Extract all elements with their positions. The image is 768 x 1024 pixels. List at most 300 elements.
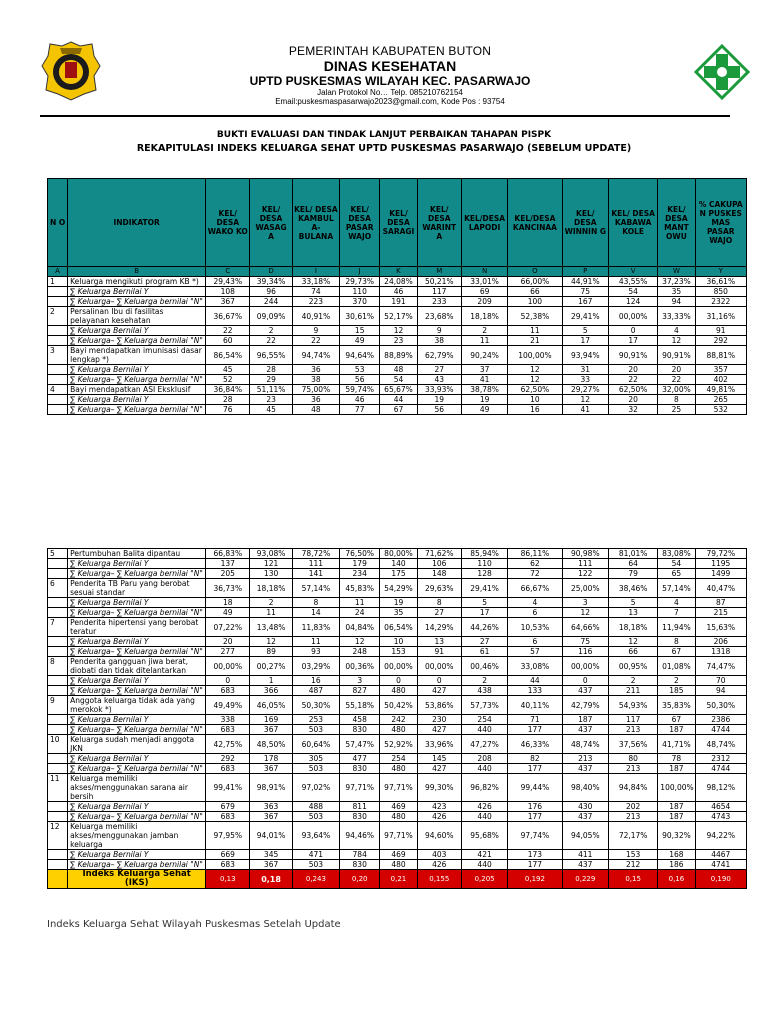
table-cell: 33	[562, 375, 608, 385]
sub-row	[48, 860, 747, 870]
table-cell: 37,56%	[608, 735, 657, 754]
table-cell: 41,71%	[658, 735, 695, 754]
table-cell: 13	[417, 637, 461, 647]
column-letter: J	[340, 267, 380, 277]
indicator-label: Penderita TB Paru yang berobat sesuai standar	[68, 579, 206, 598]
indicator-row	[48, 385, 747, 395]
table-cell: 50,30%	[292, 696, 339, 715]
table-cell: 27	[417, 608, 461, 618]
table-cell: 17	[461, 608, 507, 618]
table-cell: 91	[417, 647, 461, 657]
column-letter: O	[508, 267, 562, 277]
table-cell: 47,27%	[461, 735, 507, 754]
sub-label: ∑ Keluarga– ∑ Keluarga bernilai "N"	[68, 725, 206, 735]
table-cell: 18	[206, 598, 250, 608]
sub-label: ∑ Keluarga Bernilai Y	[68, 676, 206, 686]
indicator-row	[48, 307, 747, 326]
table-cell: 90,98%	[562, 549, 608, 559]
sub-row	[48, 287, 747, 297]
table-cell: 7	[658, 608, 695, 618]
table-cell: 488	[292, 802, 339, 812]
table-cell: 110	[461, 559, 507, 569]
row-number: 6	[48, 579, 68, 598]
table-cell: 209	[461, 297, 507, 307]
table-cell: 345	[250, 850, 292, 860]
table-cell: 71,62%	[417, 549, 461, 559]
table-cell: 53,86%	[417, 696, 461, 715]
table-cell: 35	[658, 287, 695, 297]
table-cell: 52	[206, 375, 250, 385]
table-cell: 48	[292, 405, 339, 415]
column-letter: N	[461, 267, 507, 277]
table-cell: 54	[658, 559, 695, 569]
table-cell: 29,41%	[461, 579, 507, 598]
sub-label: ∑ Keluarga– ∑ Keluarga bernilai "N"	[68, 608, 206, 618]
table-cell: 187	[562, 715, 608, 725]
table-cell: 27	[461, 637, 507, 647]
table-cell: 46,05%	[250, 696, 292, 715]
sub-label: ∑ Keluarga Bernilai Y	[68, 287, 206, 297]
table-cell: 367	[250, 812, 292, 822]
table-cell: 683	[206, 860, 250, 870]
table-cell: 40,47%	[695, 579, 746, 598]
table-cell: 4744	[695, 725, 746, 735]
table-cell: 41	[562, 405, 608, 415]
table-cell: 24	[340, 608, 380, 618]
sub-label: ∑ Keluarga– ∑ Keluarga bernilai "N"	[68, 764, 206, 774]
table-cell: 5	[562, 326, 608, 336]
table-cell: 13	[608, 608, 657, 618]
letterhead	[40, 40, 730, 112]
table-cell: 07,22%	[206, 618, 250, 637]
table-cell: 44,26%	[461, 618, 507, 637]
row-number	[48, 326, 68, 336]
sub-row	[48, 686, 747, 696]
table-cell: 17	[608, 336, 657, 346]
table-cell: 669	[206, 850, 250, 860]
table-cell: 82	[508, 754, 562, 764]
table-cell: 421	[461, 850, 507, 860]
table-cell: 67	[380, 405, 417, 415]
row-number	[48, 287, 68, 297]
table-cell: 186	[658, 860, 695, 870]
table-cell: 175	[380, 569, 417, 579]
table-cell: 11,83%	[292, 618, 339, 637]
table-cell: 0	[562, 676, 608, 686]
table-cell: 29,41%	[562, 307, 608, 326]
table-cell: 234	[340, 569, 380, 579]
indicator-label: Keluarga memiliki akses/menggunakan jamban keluarga	[68, 822, 206, 850]
table-cell: 97,95%	[206, 822, 250, 850]
table-cell: 36	[292, 395, 339, 405]
table-cell: 97,02%	[292, 774, 339, 802]
table-cell: 48,74%	[562, 735, 608, 754]
table-cell: 40,11%	[508, 696, 562, 715]
indicator-row	[48, 277, 747, 287]
table-cell: 244	[250, 297, 292, 307]
table-cell: 31,16%	[695, 307, 746, 326]
sub-row	[48, 365, 747, 375]
table-cell: 93	[292, 647, 339, 657]
sub-row	[48, 647, 747, 657]
row-number: 9	[48, 696, 68, 715]
table-cell: 91	[695, 326, 746, 336]
table-cell: 0	[608, 326, 657, 336]
table-cell: 100,00%	[658, 774, 695, 802]
table-cell: 94,46%	[340, 822, 380, 850]
table-cell: 850	[695, 287, 746, 297]
table-cell: 29,63%	[417, 579, 461, 598]
table-cell: 480	[380, 860, 417, 870]
sub-label: ∑ Keluarga Bernilai Y	[68, 802, 206, 812]
table-cell: 148	[417, 569, 461, 579]
sub-label: ∑ Keluarga Bernilai Y	[68, 637, 206, 647]
table-cell: 62	[508, 559, 562, 569]
row-number	[48, 764, 68, 774]
table-cell: 74,47%	[695, 657, 746, 676]
document-title: BUKTI EVALUASI DAN TINDAK LANJUT PERBAIKAN TAHAPAN PISPK	[216, 130, 552, 140]
row-number: 8	[48, 657, 68, 676]
table-cell: 18,18%	[461, 307, 507, 326]
table-cell: 94,22%	[695, 822, 746, 850]
table-cell: 117	[417, 287, 461, 297]
iks-value: 0,205	[461, 870, 507, 889]
table-cell: 145	[417, 754, 461, 764]
sub-row	[48, 559, 747, 569]
table-cell: 10	[380, 637, 417, 647]
table-cell: 4467	[695, 850, 746, 860]
table-cell: 12	[380, 326, 417, 336]
table-cell: 44	[380, 395, 417, 405]
row-number	[48, 802, 68, 812]
table-cell: 76,50%	[340, 549, 380, 559]
table-cell: 503	[292, 725, 339, 735]
iks-value: 0,155	[417, 870, 461, 889]
row-number: 4	[48, 385, 68, 395]
sub-label: ∑ Keluarga– ∑ Keluarga bernilai "N"	[68, 647, 206, 657]
column-letter-row	[48, 267, 747, 277]
table-cell: 403	[417, 850, 461, 860]
sub-row	[48, 725, 747, 735]
table-cell: 01,08%	[658, 657, 695, 676]
table-cell: 52,92%	[380, 735, 417, 754]
table-cell: 78,72%	[292, 549, 339, 559]
table-cell: 6	[508, 608, 562, 618]
table-cell: 40,91%	[292, 307, 339, 326]
table-cell: 683	[206, 812, 250, 822]
table-cell: 292	[695, 336, 746, 346]
row-number	[48, 336, 68, 346]
table-cell: 32	[608, 405, 657, 415]
col-wasaga: KEL/ DESA WASAG A	[250, 179, 292, 267]
table-cell: 11	[508, 326, 562, 336]
table-cell: 66,00%	[508, 277, 562, 287]
table-cell: 69	[461, 287, 507, 297]
table-cell: 23	[380, 336, 417, 346]
table-cell: 367	[250, 860, 292, 870]
table-cell: 86,54%	[206, 346, 250, 365]
table-cell: 0	[206, 676, 250, 686]
row-number	[48, 559, 68, 569]
table-cell: 5	[461, 598, 507, 608]
table-cell: 18,18%	[250, 579, 292, 598]
table-cell: 108	[206, 287, 250, 297]
table-cell: 187	[658, 764, 695, 774]
iks-value: 0,190	[695, 870, 746, 889]
table-cell: 167	[562, 297, 608, 307]
col-mantowu: KEL/ DESA MANT OWU	[658, 179, 695, 267]
table-cell: 213	[608, 725, 657, 735]
table-cell: 20	[206, 637, 250, 647]
table-cell: 437	[562, 764, 608, 774]
puskesmas-logo-icon	[694, 44, 750, 100]
table-cell: 66,83%	[206, 549, 250, 559]
table-cell: 8	[658, 637, 695, 647]
table-cell: 44,91%	[562, 277, 608, 287]
indicator-row	[48, 618, 747, 637]
table-cell: 784	[340, 850, 380, 860]
table-cell: 213	[562, 754, 608, 764]
table-cell: 363	[250, 802, 292, 812]
indicator-label: Bayi mendapatkan imunisasi dasar lengkap *)	[68, 346, 206, 365]
table-cell: 04,84%	[340, 618, 380, 637]
table-cell: 211	[608, 686, 657, 696]
col-kabawakole: KEL/ DESA KABAWA KOLE	[608, 179, 657, 267]
table-cell: 22	[292, 336, 339, 346]
sub-label: ∑ Keluarga Bernilai Y	[68, 715, 206, 725]
row-number	[48, 860, 68, 870]
table-cell: 10,53%	[508, 618, 562, 637]
table-cell: 215	[695, 608, 746, 618]
table-cell: 130	[250, 569, 292, 579]
table-cell: 469	[380, 802, 417, 812]
table-cell: 55,18%	[340, 696, 380, 715]
sub-label: ∑ Keluarga Bernilai Y	[68, 395, 206, 405]
column-letter: K	[380, 267, 417, 277]
table-cell: 471	[292, 850, 339, 860]
table-cell: 53	[340, 365, 380, 375]
table-cell: 177	[508, 725, 562, 735]
table-cell: 45	[206, 365, 250, 375]
row-number	[48, 598, 68, 608]
table-cell: 88,89%	[380, 346, 417, 365]
table-cell: 2	[658, 676, 695, 686]
table-cell: 38	[292, 375, 339, 385]
table-cell: 124	[608, 297, 657, 307]
table-cell: 16	[292, 676, 339, 686]
table-cell: 9	[292, 326, 339, 336]
table-cell: 2	[250, 598, 292, 608]
table-cell: 85,94%	[461, 549, 507, 559]
row-number	[48, 725, 68, 735]
table-cell: 11	[250, 608, 292, 618]
table-cell: 00,00%	[417, 657, 461, 676]
table-cell: 177	[508, 860, 562, 870]
sub-label: ∑ Keluarga– ∑ Keluarga bernilai "N"	[68, 860, 206, 870]
table-cell: 72	[508, 569, 562, 579]
row-number	[48, 297, 68, 307]
table-cell: 830	[340, 725, 380, 735]
table-cell: 37	[461, 365, 507, 375]
table-cell: 11	[340, 598, 380, 608]
col-indikator: INDIKATOR	[68, 179, 206, 267]
table-cell: 80	[608, 754, 657, 764]
table-cell: 36,73%	[206, 579, 250, 598]
table-cell: 480	[380, 725, 417, 735]
table-cell: 437	[562, 725, 608, 735]
table-cell: 31	[562, 365, 608, 375]
table-cell: 88,81%	[695, 346, 746, 365]
table-cell: 29,43%	[206, 277, 250, 287]
sub-label: ∑ Keluarga– ∑ Keluarga bernilai "N"	[68, 569, 206, 579]
sub-label: ∑ Keluarga Bernilai Y	[68, 754, 206, 764]
table-cell: 2312	[695, 754, 746, 764]
table-cell: 20	[658, 365, 695, 375]
sub-label: ∑ Keluarga Bernilai Y	[68, 598, 206, 608]
table-cell: 503	[292, 860, 339, 870]
table-cell: 15,63%	[695, 618, 746, 637]
table-cell: 305	[292, 754, 339, 764]
sub-row	[48, 637, 747, 647]
table-cell: 402	[695, 375, 746, 385]
table-cell: 49	[461, 405, 507, 415]
table-cell: 427	[417, 725, 461, 735]
table-cell: 1499	[695, 569, 746, 579]
table-cell: 35	[380, 608, 417, 618]
table-cell: 4743	[695, 812, 746, 822]
table-cell: 56	[340, 375, 380, 385]
table-cell: 233	[417, 297, 461, 307]
table-cell: 46	[380, 287, 417, 297]
row-number: 12	[48, 822, 68, 850]
table-cell: 202	[608, 802, 657, 812]
document-subtitle: REKAPITULASI INDEKS KELUARGA SEHAT UPTD PUSKESMAS PASARWAJO (SEBELUM UPDATE)	[136, 143, 632, 154]
table-cell: 811	[340, 802, 380, 812]
table-cell: 43,55%	[608, 277, 657, 287]
table-cell: 33,08%	[508, 657, 562, 676]
col-pasarwajo: KEL/ DESA PASAR WAJO	[340, 179, 380, 267]
table-cell: 65,67%	[380, 385, 417, 395]
table-cell: 338	[206, 715, 250, 725]
row-number: 1	[48, 277, 68, 287]
table-cell: 94	[695, 686, 746, 696]
table-cell: 683	[206, 764, 250, 774]
table-cell: 133	[508, 686, 562, 696]
table-cell: 427	[417, 764, 461, 774]
indicator-row	[48, 696, 747, 715]
table-cell: 173	[508, 850, 562, 860]
indicator-row	[48, 549, 747, 559]
row-number: 2	[48, 307, 68, 326]
table-cell: 36,61%	[695, 277, 746, 287]
table-cell: 12	[608, 637, 657, 647]
table-cell: 48	[380, 365, 417, 375]
table-cell: 96	[250, 287, 292, 297]
col-winning: KEL/ DESA WINNIN G	[562, 179, 608, 267]
table-cell: 77	[340, 405, 380, 415]
row-number	[48, 676, 68, 686]
table-cell: 28	[206, 395, 250, 405]
column-letter: V	[608, 267, 657, 277]
table-cell: 169	[250, 715, 292, 725]
table-cell: 64	[608, 559, 657, 569]
table-cell: 830	[340, 764, 380, 774]
table-cell: 830	[340, 812, 380, 822]
table-cell: 683	[206, 725, 250, 735]
table-cell: 59,74%	[340, 385, 380, 395]
table-cell: 00,00%	[608, 307, 657, 326]
iks-value: 0,229	[562, 870, 608, 889]
table-cell: 177	[508, 812, 562, 822]
table-cell: 2322	[695, 297, 746, 307]
sub-row	[48, 405, 747, 415]
table-cell: 93,94%	[562, 346, 608, 365]
contact-email: Email:puskesmaspasarwajo2023@gmail.com, Kode Pos : 93754	[275, 97, 505, 106]
table-cell: 67	[658, 715, 695, 725]
table-cell: 503	[292, 764, 339, 774]
table-cell: 185	[658, 686, 695, 696]
iks-value: 0,192	[508, 870, 562, 889]
table-cell: 480	[380, 812, 417, 822]
table-cell: 65	[658, 569, 695, 579]
table-cell: 38,78%	[461, 385, 507, 395]
table-cell: 11	[461, 336, 507, 346]
table-cell: 2	[608, 676, 657, 686]
table-cell: 458	[340, 715, 380, 725]
table-cell: 52,17%	[380, 307, 417, 326]
iks-summary-row	[48, 870, 747, 889]
table-cell: 437	[562, 860, 608, 870]
table-cell: 54	[608, 287, 657, 297]
column-letter: D	[250, 267, 292, 277]
table-cell: 23	[250, 395, 292, 405]
table-cell: 469	[380, 850, 417, 860]
table-cell: 106	[417, 559, 461, 569]
table-cell: 83,08%	[658, 549, 695, 559]
table-cell: 90,24%	[461, 346, 507, 365]
table-cell: 48,74%	[695, 735, 746, 754]
col-warinta: KEL/ DESA WARINT A	[417, 179, 461, 267]
sub-row	[48, 802, 747, 812]
table-cell: 830	[340, 860, 380, 870]
column-letter: C	[206, 267, 250, 277]
indicator-label: Anggota keluarga tidak ada yang merokok *)	[68, 696, 206, 715]
table-cell: 80,00%	[380, 549, 417, 559]
table-cell: 71	[508, 715, 562, 725]
table-cell: 2	[250, 326, 292, 336]
col-wakoko: KEL/ DESA WAKO KO	[206, 179, 250, 267]
table-cell: 14	[292, 608, 339, 618]
table-cell: 177	[508, 764, 562, 774]
table-cell: 90,91%	[658, 346, 695, 365]
table-cell: 00,27%	[250, 657, 292, 676]
row-number	[48, 395, 68, 405]
table-cell: 437	[562, 812, 608, 822]
sub-row	[48, 754, 747, 764]
table-cell: 440	[461, 764, 507, 774]
table-cell: 179	[340, 559, 380, 569]
table-cell: 99,44%	[508, 774, 562, 802]
table-cell: 25,00%	[562, 579, 608, 598]
table-cell: 12	[658, 336, 695, 346]
table-cell: 48,50%	[250, 735, 292, 754]
agency-name: DINAS KESEHATAN	[323, 58, 457, 74]
table-cell: 11	[292, 637, 339, 647]
table-cell: 187	[658, 802, 695, 812]
column-letter: B	[68, 267, 206, 277]
column-letter: P	[562, 267, 608, 277]
table-cell: 00,00%	[206, 657, 250, 676]
